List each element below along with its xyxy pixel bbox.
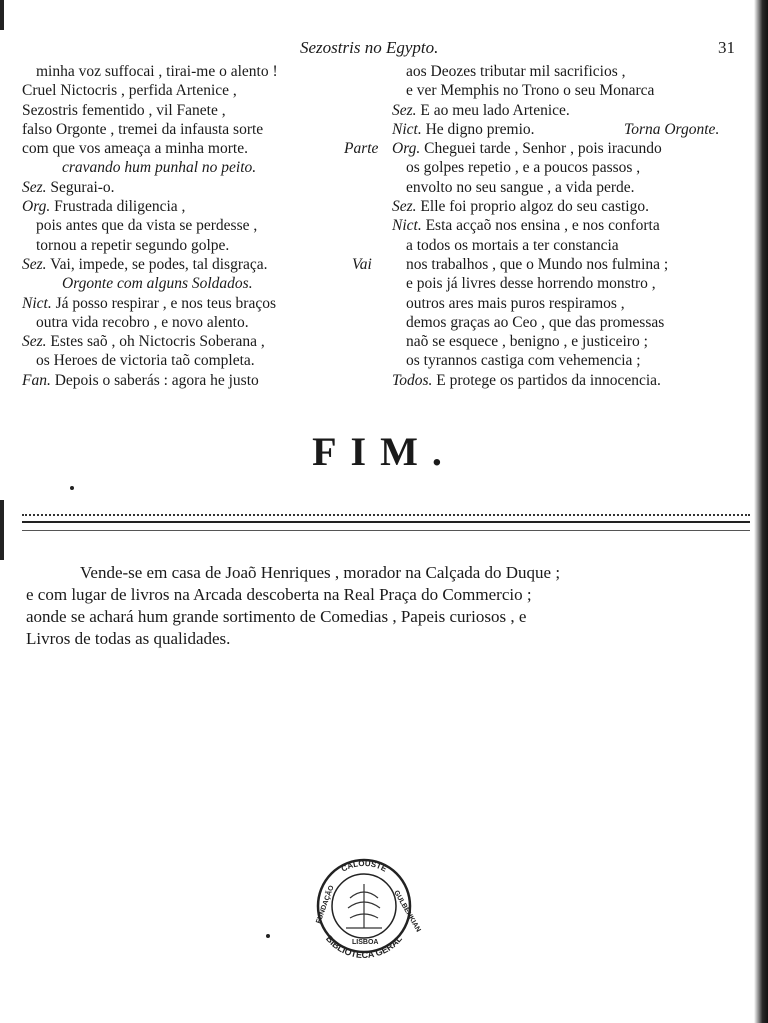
speaker-name: Sez. (22, 178, 47, 196)
speaker-name: Org. (392, 140, 421, 158)
right-column (392, 62, 742, 390)
verse-line: Sezostris fementido , vil Fanete , (22, 101, 226, 119)
verse-line: minha voz suffocai , tirai-me o alento ! (36, 63, 278, 80)
verse-line: Sez. E ao meu lado Artenice. (392, 101, 570, 119)
left-column (22, 62, 378, 390)
stage-direction: Vai (352, 255, 372, 273)
verse-line: os Heroes de victoria taõ completa. (36, 352, 255, 370)
verse-line: demos graças ao Ceo , que das promessas (406, 313, 665, 331)
verse-line: Sez. Segurai-o. (22, 178, 115, 196)
verse-line: Nict. He digno premio. Torna Orgonte. (392, 120, 720, 138)
stage-direction: Orgonte com alguns Soldados. (62, 275, 253, 293)
colophon (26, 562, 746, 650)
speaker-name: Nict. (392, 217, 422, 235)
stage-direction: Parte (344, 140, 379, 158)
ornamental-rule (22, 514, 750, 523)
stamp-city-text: LISBOA (352, 939, 379, 946)
end-title: FIM. (312, 429, 456, 474)
verse-line: e ver Memphis no Trono o seu Monarca (406, 82, 655, 100)
colophon-line: e com lugar de livros na Arcada descoberta na Real Praça do Commercio ; (26, 585, 532, 604)
verse-line: nos trabalhos , que o Mundo nos fulmina ; (406, 255, 669, 273)
stamp-top-text: CALOUSTE (339, 858, 389, 874)
colophon-line: Vende-se em casa de Joaõ Henriques , morador na Calçada do Duque ; (80, 563, 561, 582)
page-number: 31 (718, 38, 735, 57)
speaker-name: Org. (22, 198, 51, 216)
verse-line: Cruel Nictocris , perfida Artenice , (22, 82, 237, 100)
speaker-name: Sez. (22, 333, 47, 351)
verse-line: falso Orgonte , tremei da infausta sorte (22, 120, 264, 138)
stamp-bottom-text: BIBLIOTECA GERAL (324, 933, 404, 961)
running-header (0, 38, 740, 62)
verse-line: Org. Cheguei tarde , Senhor , pois iracundo (392, 140, 662, 158)
library-stamp-icon (306, 848, 422, 964)
speaker-name: Sez. (392, 101, 417, 119)
running-title: Sezostris no Egypto. (300, 38, 439, 57)
verse-line: outros ares mais puros respiramos , (406, 294, 625, 312)
verse-line: os tyrannos castiga com vehemencia ; (406, 352, 641, 370)
verse-line: os golpes repetio , e a poucos passos , (406, 159, 641, 177)
verse-line: tornou a repetir segundo golpe. (36, 236, 230, 254)
verse-line: envolto no seu sangue , a vida perde. (406, 178, 635, 196)
speaker-name: Sez. (22, 255, 47, 273)
ink-speck (70, 486, 74, 490)
verse-line: pois antes que da vista se perdesse , (36, 217, 258, 235)
colophon-line: Livros de todas as qualidades. (26, 629, 231, 648)
stage-direction: cravando hum punhal no peito. (62, 159, 257, 177)
verse-line: Sez. Vai, impede, se podes, tal disgraça. Vai (22, 255, 372, 273)
page-edge-shadow (754, 0, 768, 1023)
verse-line: com que vos ameaça a minha morte. Parte (22, 140, 379, 158)
page-binding-shadow (0, 0, 4, 1023)
stamp-left-text: FUNDAÇÃO (315, 884, 336, 925)
verse-line: outra vida recobro , e novo alento. (36, 313, 249, 331)
verse-line: naõ se esquece , benigno , e justiceiro ; (406, 333, 648, 351)
verse-line: Sez. Estes saõ , oh Nictocris Soberana , (22, 333, 265, 351)
verse-line: Fan. Depois o saberás : agora he justo (22, 371, 259, 389)
verse-line: aos Deozes tributar mil sacrificios , (406, 63, 626, 80)
stage-direction: Torna Orgonte. (624, 120, 720, 138)
verse-line: Org. Frustrada diligencia , (22, 198, 186, 216)
divider-line (22, 530, 750, 531)
verse-line: a todos os mortais a ter constancia (406, 236, 619, 254)
speaker-name: Nict. (22, 294, 52, 312)
speaker-name: Sez. (392, 198, 417, 216)
verse-line: Sez. Elle foi proprio algoz do seu castigo. (392, 198, 649, 216)
verse-line: Nict. Já posso respirar , e nos teus braços (22, 294, 276, 312)
speaker-name: Todos. (392, 371, 433, 389)
speaker-name: Nict. (392, 120, 422, 138)
verse-line: Nict. Esta acçaõ nos ensina , e nos conforta (392, 217, 660, 235)
ink-speck (266, 934, 270, 938)
colophon-line: aonde se achará hum grande sortimento de Comedias , Papeis curiosos , e (26, 607, 527, 626)
verse-line: e pois já livres desse horrendo monstro , (406, 275, 656, 293)
stamp-right-text: GULBENKIAN (392, 889, 422, 934)
verse-line: Todos. E protege os partidos da innocencia. (392, 371, 661, 389)
speaker-name: Fan. (22, 371, 51, 389)
